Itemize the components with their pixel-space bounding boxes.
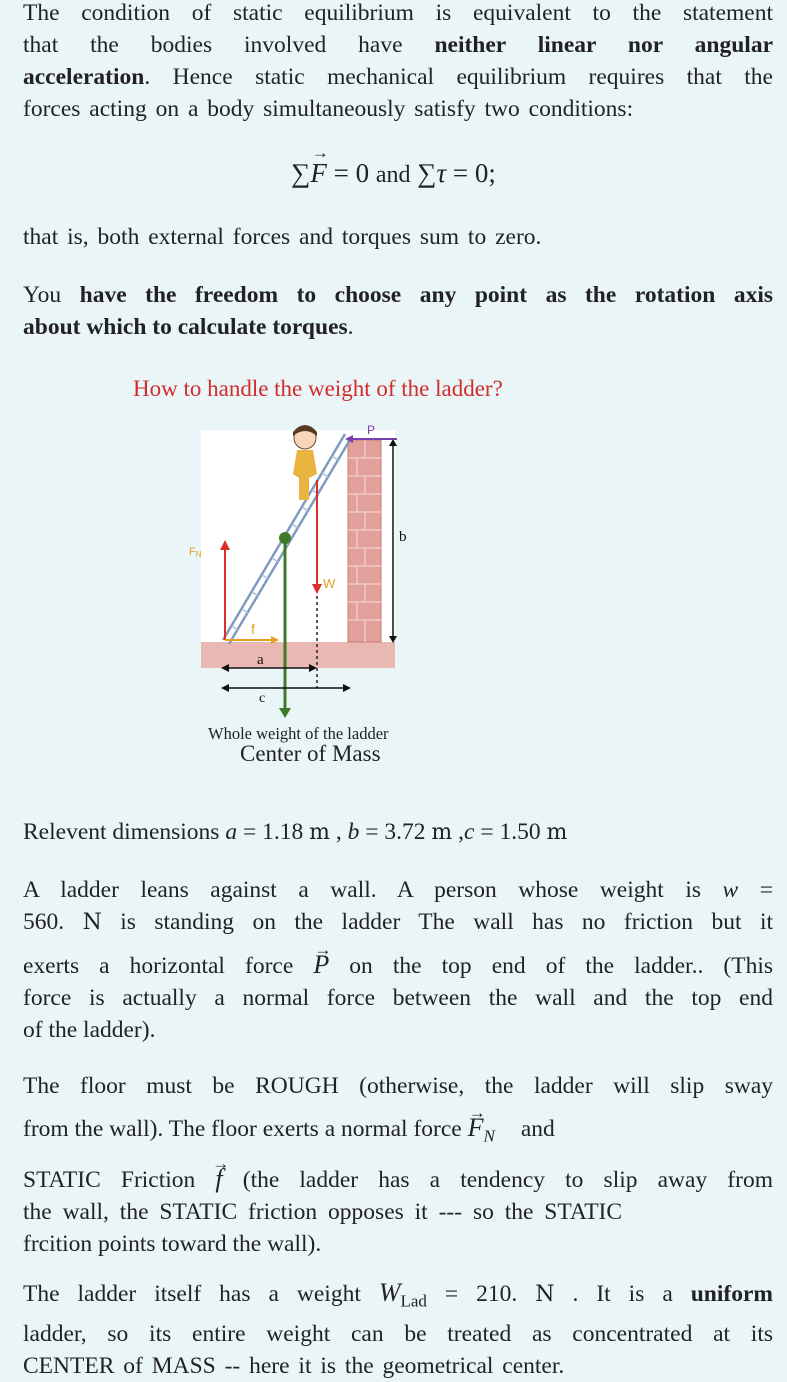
dim-a-value: = 1.18 (237, 819, 310, 845)
floor-paragraph (23, 1070, 773, 1260)
freedom-line-2 (23, 311, 773, 343)
sigma-symbol: ∑ (417, 158, 437, 188)
label-fn: FN (189, 546, 202, 559)
intro-line-1: The condition of static equilibrium is equivalent to the statement (23, 0, 773, 26)
freedom-paragraph (23, 279, 773, 343)
intro-line-3 (23, 61, 773, 93)
weight-text: . It is a (554, 1281, 691, 1307)
dim-a-unit: m (309, 820, 330, 845)
label-c: c (259, 691, 266, 706)
dim-c-unit: m (546, 820, 568, 845)
floor-line-3 (23, 1163, 773, 1196)
floor-line-2 (23, 1112, 773, 1153)
ladder-line-2 (23, 906, 773, 939)
floor-text: and (520, 1116, 555, 1142)
newton-unit: N (82, 910, 102, 935)
equilibrium-equation (0, 158, 787, 189)
label-p: P (367, 423, 376, 437)
intro-paragraph (23, 0, 773, 125)
weight-line-2: ladder, so its entire weight can be treated as concentrated at its (23, 1320, 773, 1347)
bold-text: neither linear nor angular (434, 32, 773, 58)
ladder-text: = (738, 877, 773, 903)
floor-line-4: the wall, the STATIC friction opposes it --- so the STATIC (23, 1198, 623, 1225)
force-vector-symbol: → F (310, 158, 327, 189)
ladder-diagram (185, 418, 415, 728)
floor-line-5: frcition points toward the wall). (23, 1230, 322, 1257)
p-vector-symbol: → P (313, 949, 329, 981)
weight-symbol: w (722, 877, 739, 903)
ladder-text: on the top end of the ladder.. (This (329, 953, 773, 979)
equals-zero: = 0 (326, 158, 376, 188)
bold-text: acceleration (23, 64, 145, 90)
caption-center-of-mass: Center of Mass (240, 741, 381, 766)
dim-c-symbol: c (464, 819, 475, 845)
dimensions-line (23, 816, 773, 849)
ladder-text: exerts a horizontal force (23, 953, 314, 979)
bold-text: have the freedom to choose any point as the rotation axis (79, 282, 774, 308)
intro-line-4: forces acting on a body simultaneously satisfy two conditions: (23, 96, 634, 122)
intro-text: that the bodies involved have (23, 32, 435, 58)
ladder-line-1 (23, 874, 773, 906)
weight-line-1 (23, 1277, 773, 1318)
separator: , (452, 819, 464, 845)
ladder-weight-subscript: Lad (400, 1291, 427, 1311)
label-a: a (257, 652, 264, 668)
ladder-line-3 (23, 949, 773, 982)
ladder-line-4: force is actually a normal force between the wall and the top end (23, 985, 773, 1011)
brick-wall (348, 440, 381, 642)
caption-whole-weight: Whole weight of the ladder (208, 724, 389, 743)
label-b: b (399, 529, 407, 545)
dim-a-symbol: a (225, 819, 238, 845)
floor-line-1: The floor must be ROUGH (otherwise, the ladder will slip sway (23, 1073, 773, 1099)
friction-symbol: → f (215, 1163, 222, 1195)
dimensions-label: Relevent dimensions (23, 819, 226, 845)
floor-text: from the wall). The floor exerts a normal force (23, 1116, 468, 1142)
floor-text: (the ladder has a tendency to slip away from (222, 1166, 773, 1193)
ladder-text: A ladder leans against a wall. A person whose weight is (23, 877, 723, 903)
normal-force-symbol: → F (468, 1112, 484, 1144)
separator: , (329, 819, 348, 845)
newton-unit: N (535, 1282, 555, 1307)
explain-paragraph (23, 221, 773, 253)
normal-subscript: N (483, 1126, 495, 1146)
bold-text: about which to calculate torques (23, 314, 348, 340)
sigma-symbol: ∑ (291, 158, 311, 188)
dim-b-symbol: b (347, 819, 360, 845)
ladder-paragraph (23, 874, 773, 1046)
floor (201, 642, 395, 668)
weight-text: = 210. (426, 1281, 536, 1307)
equals-zero: = 0; (446, 158, 496, 188)
ladder-text: is standing on the ladder The wall has no friction but it (101, 909, 774, 935)
freedom-line-1 (23, 279, 773, 311)
dim-b-value: = 3.72 (359, 819, 432, 845)
weight-text: The ladder itself has a weight (23, 1281, 379, 1307)
ladder-weight-symbol: W (378, 1278, 401, 1307)
label-w: W (323, 576, 336, 591)
weight-paragraph (23, 1277, 773, 1382)
intro-line-2 (23, 29, 773, 61)
floor-text: STATIC Friction (23, 1166, 216, 1193)
explain-text: that is, both external forces and torques sum to zero. (23, 224, 542, 250)
dim-b-unit: m (431, 820, 453, 845)
ladder-text: 560. (23, 909, 83, 935)
dim-c-value: = 1.50 (474, 819, 547, 845)
weight-line-3: CENTER of MASS -- here it is the geometrical center. (23, 1352, 565, 1379)
and-word: and (375, 162, 411, 188)
ladder-line-5: of the ladder). (23, 1017, 156, 1043)
bold-text: uniform (690, 1281, 773, 1307)
ladder-weight-question: How to handle the weight of the ladder? (133, 376, 503, 401)
freedom-text: You (23, 282, 80, 308)
torque-symbol: τ (436, 158, 447, 188)
label-f: f (251, 621, 255, 637)
intro-text: . Hence static mechanical equilibrium requires that the (144, 64, 773, 90)
freedom-text: . (347, 314, 354, 340)
